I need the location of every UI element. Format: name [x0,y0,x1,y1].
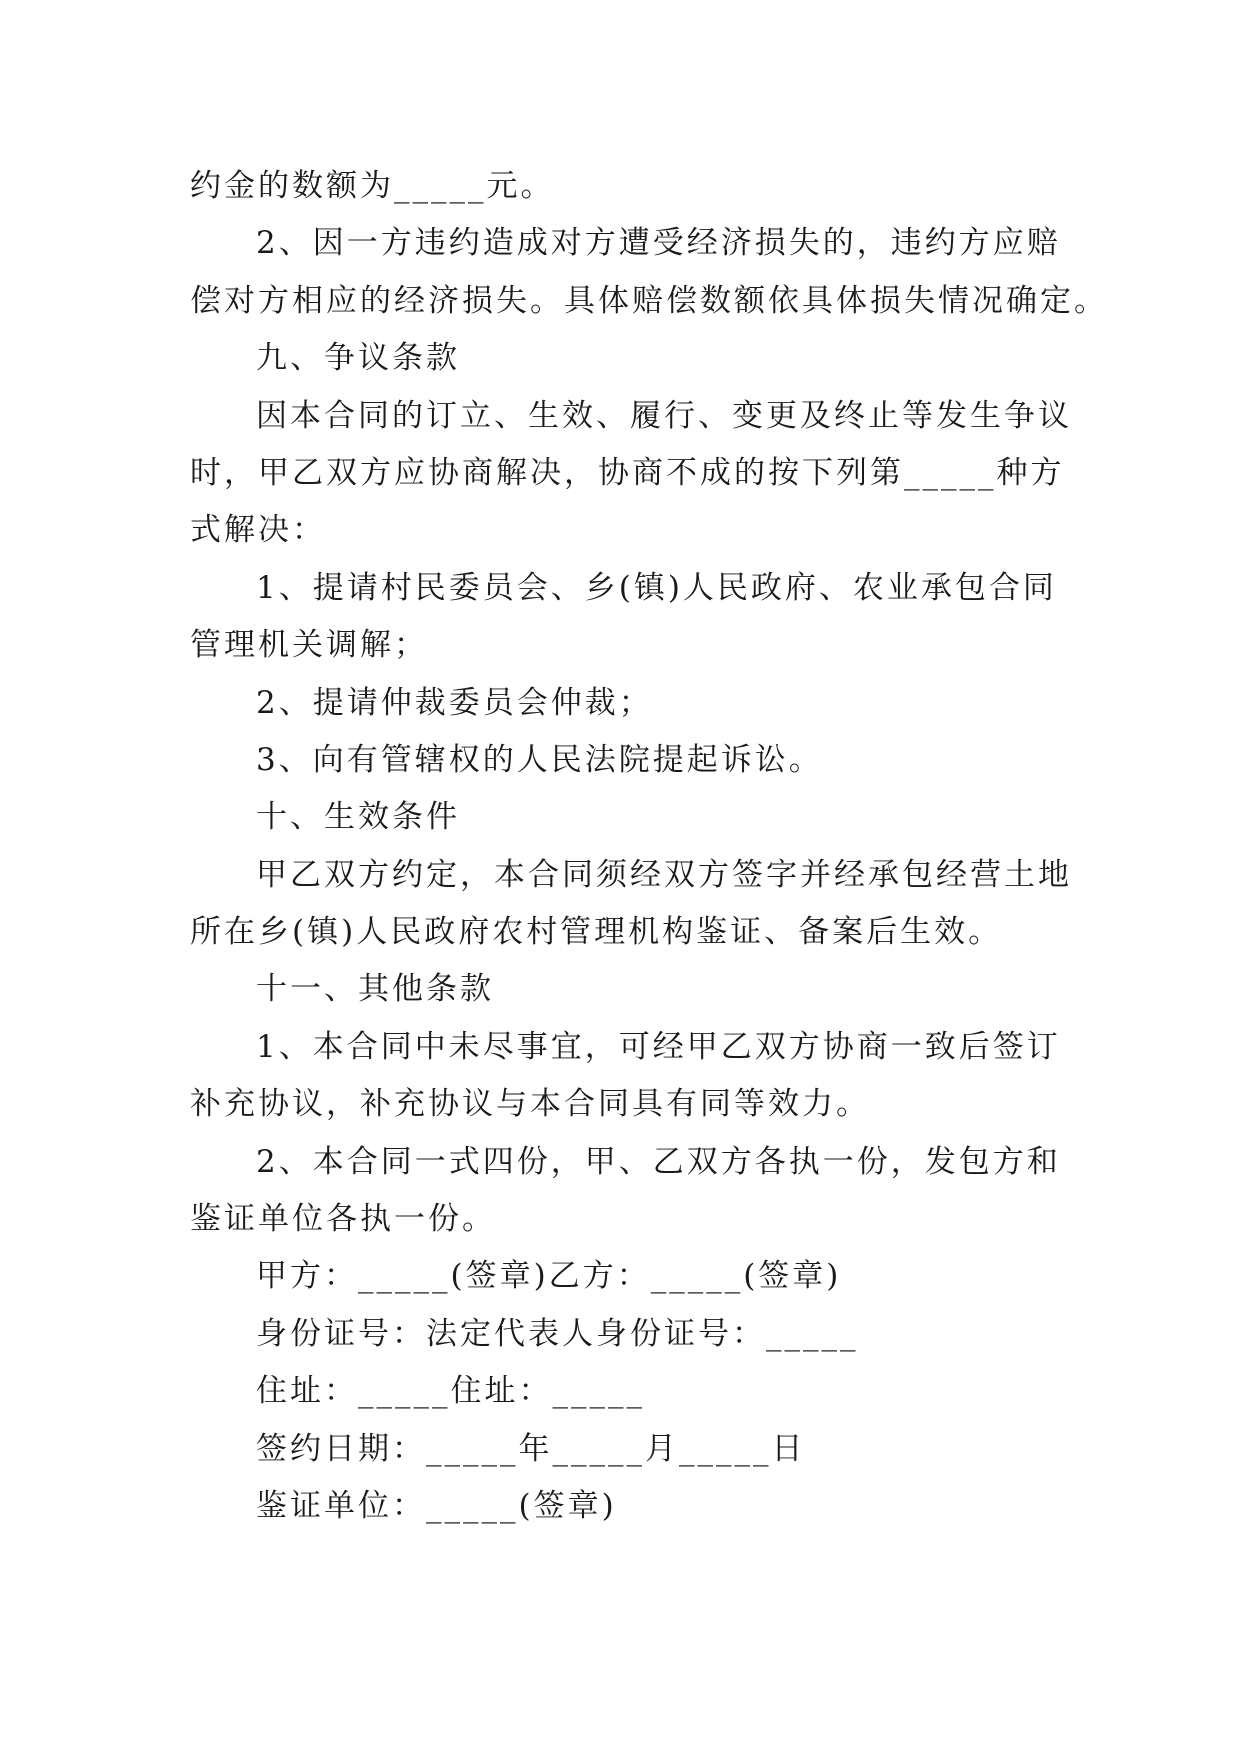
text-line: 管理机关调解； [190,627,428,664]
signature-line-parties: 甲方：_____(签章)乙方：_____(签章) [256,1258,842,1295]
text-line: 偿对方相应的经济损失。具体赔偿数额依具体损失情况确定。 [190,282,1108,319]
signature-line-date: 签约日期：_____年_____月_____日 [256,1430,806,1467]
text-line: 1、提请村民委员会、乡(镇)人民政府、农业承包合同 [256,569,1057,606]
signature-line-verifier: 鉴证单位：_____(签章) [256,1487,617,1524]
text-line: 因本合同的订立、生效、履行、变更及终止等发生争议 [256,397,1072,434]
text-line: 2、本合同一式四份，甲、乙双方各执一份，发包方和 [256,1143,1061,1180]
text-line: 甲乙双方约定，本合同须经双方签字并经承包经营土地 [256,856,1072,893]
section-heading: 九、争议条款 [256,340,460,377]
signature-line-address: 住址：_____住址：_____ [256,1373,645,1410]
section-heading: 十、生效条件 [256,799,460,836]
text-line: 约金的数额为_____元。 [190,168,555,204]
text-line: 3、向有管辖权的人民法院提起诉讼。 [256,741,823,778]
text-line: 2、提请仲裁委员会仲裁； [256,684,653,721]
text-line: 时，甲乙双方应协商解决，协商不成的按下列第_____种方 [190,454,1065,491]
text-line: 鉴证单位各执一份。 [190,1201,496,1238]
text-line: 所在乡(镇)人民政府农村管理机构鉴证、备案后生效。 [190,914,1003,951]
text-line: 式解决： [190,512,326,549]
signature-line-id: 身份证号：法定代表人身份证号：_____ [256,1315,859,1352]
text-line: 1、本合同中未尽事宜，可经甲乙双方协商一致后签订 [256,1028,1061,1065]
document-body [190,158,1108,1535]
text-line: 补充协议，补充协议与本合同具有同等效力。 [190,1086,870,1123]
text-line: 2、因一方违约造成对方遭受经济损失的，违约方应赔 [256,225,1061,262]
section-heading: 十一、其他条款 [256,971,494,1008]
